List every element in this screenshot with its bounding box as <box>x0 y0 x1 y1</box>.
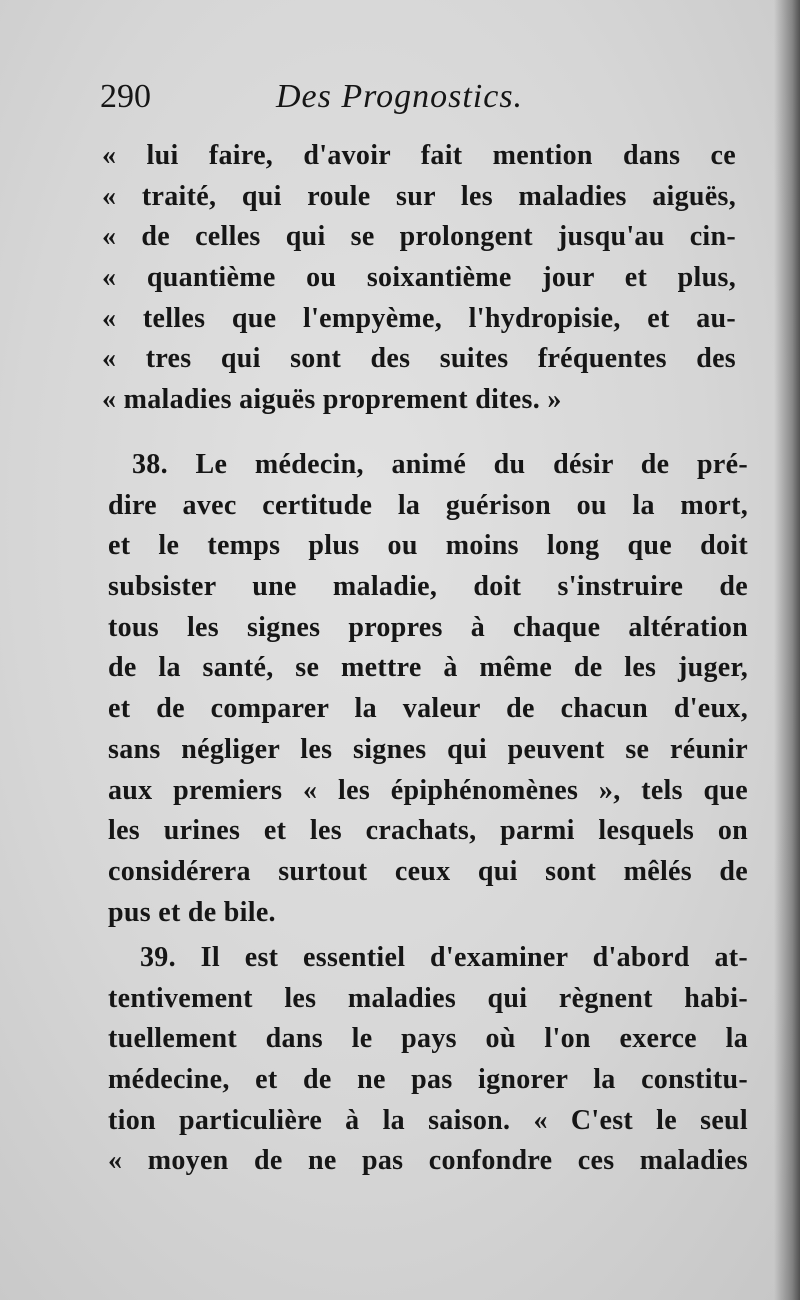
text-line: et de comparer la valeur de chacun d'eux, <box>108 693 748 725</box>
text-line: tion particulière à la saison. « C'est le seul <box>108 1104 748 1136</box>
text-line: « telles que l'empyème, l'hydropisie, et au- <box>102 302 736 334</box>
text-line: 39. Il est essentiel d'examiner d'abord at- <box>140 942 748 973</box>
text-line: aux premiers « les épiphénomènes », tels que <box>108 774 748 806</box>
text-line: tous les signes propres à chaque altération <box>108 611 748 643</box>
text-line: pus et de bile. <box>108 896 276 928</box>
paragraph-38 <box>108 445 748 933</box>
text-line: considérera surtout ceux qui sont mêlés de <box>108 855 748 887</box>
text-line: subsister une maladie, doit s'instruire de <box>108 571 748 603</box>
text-line: 38. Le médecin, animé du désir de pré- <box>132 449 748 480</box>
text-line: sans négliger les signes qui peuvent se réunir <box>108 733 748 765</box>
page-header <box>100 78 740 128</box>
running-title: Des Prognostics. <box>276 78 524 115</box>
page-number: 290 <box>100 78 151 115</box>
text-line: « de celles qui se prolongent jusqu'au cin- <box>102 221 736 253</box>
text-line: « tres qui sont des suites fréquentes des <box>102 343 736 375</box>
text-line: médecine, et de ne pas ignorer la constitu- <box>108 1064 748 1096</box>
text-line: de la santé, se mettre à même de les juger, <box>108 652 748 684</box>
paragraph-39 <box>108 938 748 1182</box>
text-line: « traité, qui roule sur les maladies aiguës, <box>102 180 736 212</box>
quote-block <box>102 136 736 421</box>
text-line: dire avec certitude la guérison ou la mort, <box>108 489 748 521</box>
text-line: « quantième ou soixantième jour et plus, <box>102 262 736 294</box>
text-line: « maladies aiguës proprement dites. » <box>102 384 562 416</box>
text-line: les urines et les crachats, parmi lesquels on <box>108 815 748 847</box>
page-edge-shadow <box>774 0 800 1300</box>
text-line: tuellement dans le pays où l'on exerce la <box>108 1023 748 1055</box>
text-line: « moyen de ne pas confondre ces maladies <box>108 1145 748 1177</box>
text-line: et le temps plus ou moins long que doit <box>108 530 748 562</box>
text-line: « lui faire, d'avoir fait mention dans ce <box>102 140 736 171</box>
text-line: tentivement les maladies qui règnent habi- <box>108 982 748 1014</box>
